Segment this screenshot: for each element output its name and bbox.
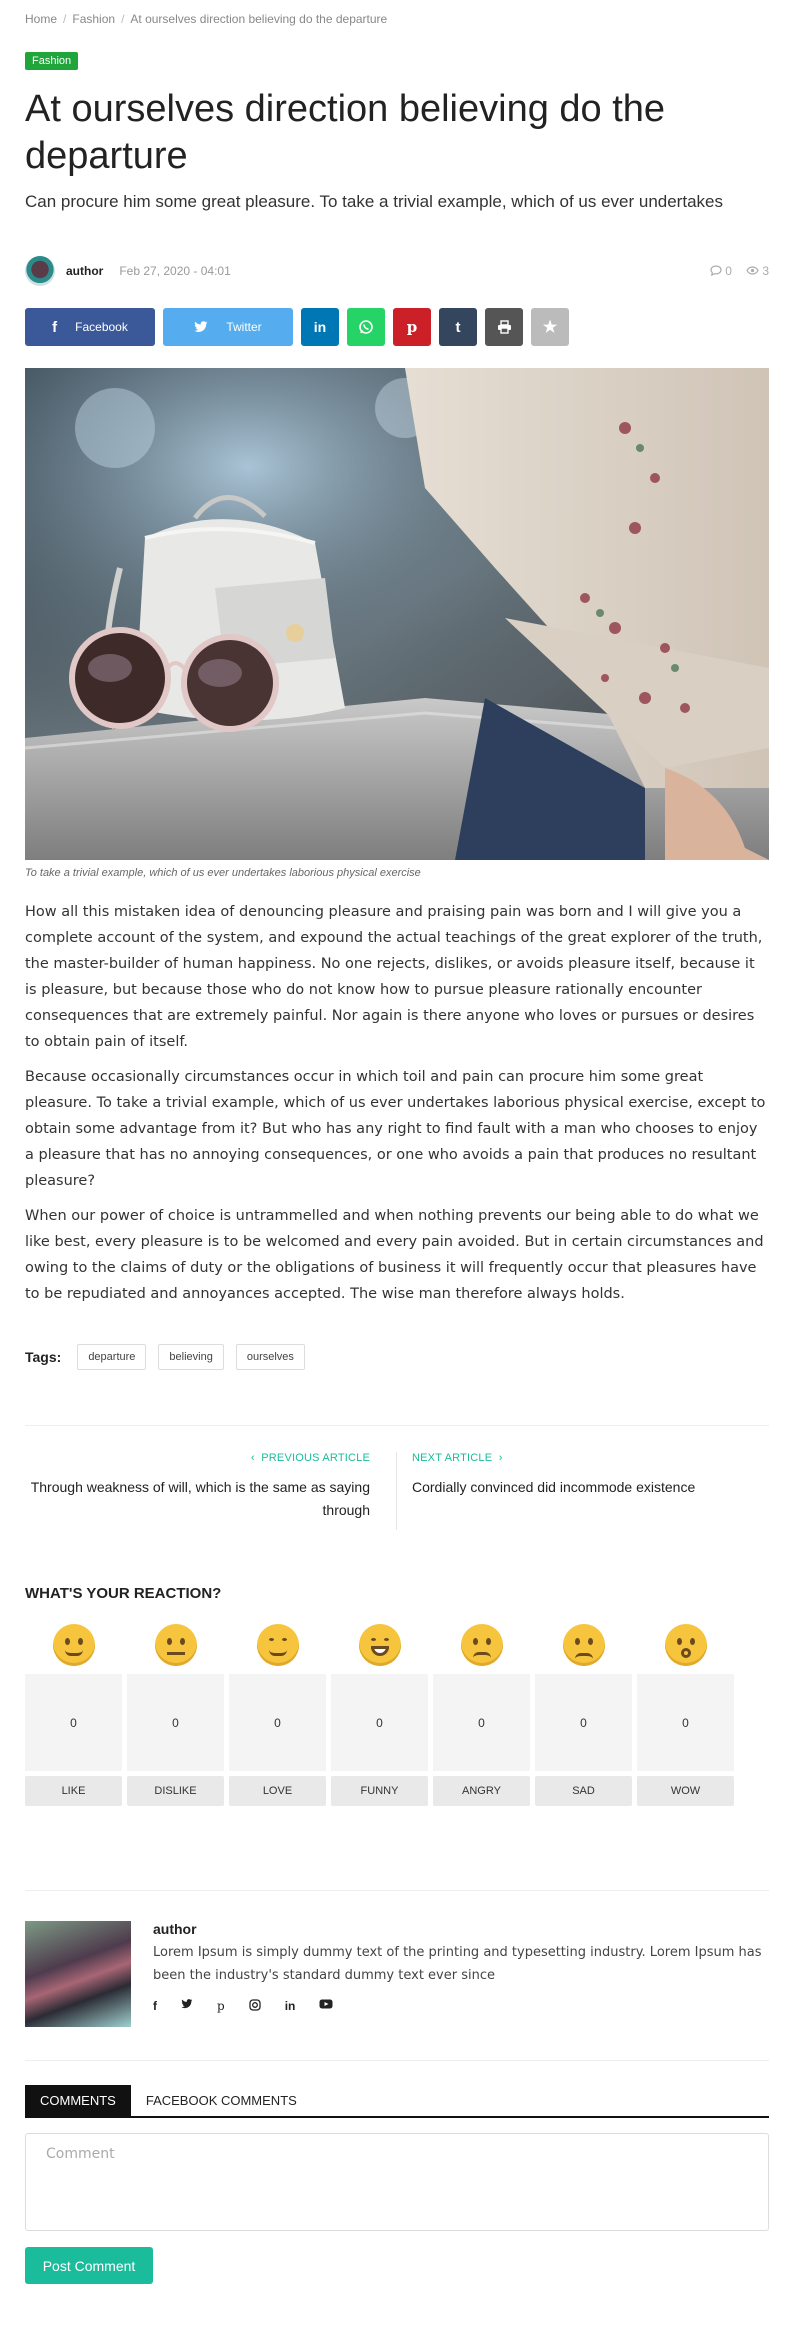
linkedin-icon: in (313, 319, 327, 335)
chevron-left-icon: ‹ (250, 1452, 255, 1464)
post-navigation (25, 1452, 769, 1532)
favorite-button[interactable] (531, 308, 569, 346)
comment-icon (710, 265, 722, 276)
print-icon (497, 320, 512, 334)
pinterest-icon[interactable]: p (217, 1999, 225, 2013)
share-linkedin-button[interactable] (301, 308, 339, 346)
tag-item[interactable]: departure (77, 1344, 146, 1370)
wow-emoji-icon (665, 1624, 707, 1666)
tab-comments[interactable]: COMMENTS (25, 2085, 131, 2116)
author-social-links (153, 1999, 769, 2013)
paragraph: How all this mistaken idea of denouncing pleasure and praising pain was born and I will give you a complete account of the system, and expound the actual teachings of the great explorer of the truth, the master-builder of human happiness. No one rejects, dislikes, or avoids pleasure itself, because it is pleasure, but because those who do not know how to pursue pleasure rationally encounter consequences that are extremely painful. Nor again is there anyone who loves or pursues or desires to obtain pain of itself. (25, 904, 763, 1050)
breadcrumb-category[interactable]: Fashion (72, 12, 116, 26)
previous-article-title[interactable]: Through weakness of will, which is the same as saying through (30, 1479, 370, 1518)
reaction-count: 0 (637, 1674, 734, 1771)
share-pinterest-button[interactable] (393, 308, 431, 346)
tags-section (25, 1344, 769, 1370)
smile-emoji-icon (53, 1624, 95, 1666)
comment-tabs (25, 2088, 769, 2118)
eye-icon (746, 266, 759, 275)
breadcrumb (25, 12, 769, 26)
article-image (25, 368, 769, 860)
next-article-label: NEXT ARTICLE (412, 1452, 493, 1464)
author-info (153, 1921, 769, 2013)
reaction-count: 0 (229, 1674, 326, 1771)
reaction-like[interactable] (25, 1624, 122, 1806)
share-facebook-label: Facebook (75, 320, 128, 334)
breadcrumb-current: At ourselves direction believing do the departure (130, 12, 388, 26)
reaction-dislike[interactable] (127, 1624, 224, 1806)
article-stats (710, 264, 769, 278)
post-date: Feb 27, 2020 - 04:01 (119, 264, 231, 278)
share-twitter-button[interactable] (163, 308, 293, 346)
reaction-label[interactable]: LIKE (25, 1776, 122, 1806)
blush-emoji-icon (257, 1624, 299, 1666)
share-facebook-button[interactable] (25, 308, 155, 346)
image-caption: To take a trivial example, which of us ever undertakes laborious physical exercise (25, 867, 421, 879)
pinterest-icon: p (406, 318, 418, 336)
comment-count-value: 0 (725, 264, 732, 278)
article-subtitle: Can procure him some great pleasure. To take a trivial example, which of us ever undertakes (25, 192, 723, 211)
neutral-emoji-icon (155, 1624, 197, 1666)
tag-item[interactable]: ourselves (236, 1344, 305, 1370)
tab-facebook-comments[interactable]: FACEBOOK COMMENTS (145, 2093, 297, 2108)
linkedin-icon[interactable]: in (284, 1999, 296, 2013)
reaction-count: 0 (127, 1674, 224, 1771)
laughing-emoji-icon (359, 1624, 401, 1666)
sad-emoji-icon (563, 1624, 605, 1666)
comment-count (710, 264, 732, 278)
category-badge[interactable]: Fashion (25, 52, 78, 70)
view-count-value: 3 (762, 264, 769, 278)
reaction-angry[interactable] (433, 1624, 530, 1806)
author-bio: Lorem Ipsum is simply dummy text of the printing and typesetting industry. Lorem Ipsum has been the industry's standard dummy text ever since (153, 1945, 762, 1983)
facebook-icon[interactable]: f (153, 1999, 157, 2013)
tag-item[interactable]: believing (158, 1344, 223, 1370)
previous-article-kicker (25, 1452, 370, 1464)
instagram-icon[interactable] (249, 1999, 261, 2011)
author-box-name[interactable]: author (153, 1921, 197, 1937)
reaction-label[interactable]: DISLIKE (127, 1776, 224, 1806)
whatsapp-icon (358, 319, 374, 335)
share-whatsapp-button[interactable] (347, 308, 385, 346)
view-count (746, 264, 769, 278)
paragraph: Because occasionally circumstances occur in which toil and pain can procure him some great pleasure. To take a trivial example, which of us ever undertakes laborious physical exercise, except to obtain some advantage from it? But who has any right to find fault with a man who chooses to enjoy a pleasure that has no annoying consequences, or one who avoids a pain that produces no resultant pleasure? (25, 1069, 766, 1189)
print-button[interactable] (485, 308, 523, 346)
previous-article-label: PREVIOUS ARTICLE (261, 1452, 370, 1464)
next-article-link[interactable] (397, 1452, 757, 1499)
author-name[interactable]: author (66, 264, 104, 278)
share-tumblr-button[interactable] (439, 308, 477, 346)
author-box (25, 1921, 769, 2027)
reactions-heading: WHAT'S YOUR REACTION? (25, 1585, 222, 1602)
reaction-label[interactable]: ANGRY (433, 1776, 530, 1806)
angry-emoji-icon (461, 1624, 503, 1666)
reaction-sad[interactable] (535, 1624, 632, 1806)
divider (25, 1425, 769, 1426)
article-body (25, 899, 769, 1316)
paragraph: When our power of choice is untrammelled and when nothing prevents our being able to do what we like best, every pleasure is to be welcomed and every pain avoided. But in certain circumstances and owing to the claims of duty or the obligations of business it will frequently occur that pleasures have to be repudiated and annoyances accepted. The wise man therefore always holds. (25, 1208, 764, 1302)
youtube-icon[interactable] (319, 1999, 333, 2009)
breadcrumb-separator: / (63, 12, 67, 26)
reaction-wow[interactable] (637, 1624, 734, 1806)
twitter-icon[interactable] (181, 1999, 193, 2009)
next-article-kicker (412, 1452, 757, 1464)
twitter-icon (194, 321, 208, 333)
facebook-icon: f (52, 318, 58, 336)
share-twitter-label: Twitter (226, 320, 262, 334)
reaction-count: 0 (331, 1674, 428, 1771)
divider (25, 1890, 769, 1891)
star-icon: ★ (542, 319, 558, 336)
breadcrumb-separator: / (121, 12, 125, 26)
reaction-label[interactable]: SAD (535, 1776, 632, 1806)
photo-handbag-sunglasses (25, 368, 769, 860)
author-avatar[interactable] (25, 256, 55, 286)
share-buttons (25, 308, 769, 346)
previous-article-link[interactable] (25, 1452, 385, 1522)
breadcrumb-home[interactable]: Home (25, 12, 58, 26)
reactions (25, 1624, 769, 1806)
tumblr-icon: t (455, 318, 461, 336)
reaction-count: 0 (25, 1674, 122, 1771)
chevron-right-icon: › (498, 1452, 503, 1464)
reaction-funny[interactable] (331, 1624, 428, 1806)
tags-label: Tags: (25, 1349, 62, 1365)
reaction-label[interactable]: WOW (637, 1776, 734, 1806)
reaction-label[interactable]: LOVE (229, 1776, 326, 1806)
reaction-label[interactable]: FUNNY (331, 1776, 428, 1806)
reaction-love[interactable] (229, 1624, 326, 1806)
article-title: At ourselves direction believing do the departure (25, 88, 666, 177)
reaction-count: 0 (535, 1674, 632, 1771)
reaction-count: 0 (433, 1674, 530, 1771)
divider (25, 2060, 769, 2061)
article-meta (25, 256, 769, 286)
next-article-title[interactable]: Cordially convinced did incommode existence (412, 1479, 696, 1495)
comment-input[interactable]: Comment (25, 2133, 769, 2231)
author-photo[interactable] (25, 1921, 131, 2027)
post-comment-button[interactable]: Post Comment (25, 2247, 153, 2284)
